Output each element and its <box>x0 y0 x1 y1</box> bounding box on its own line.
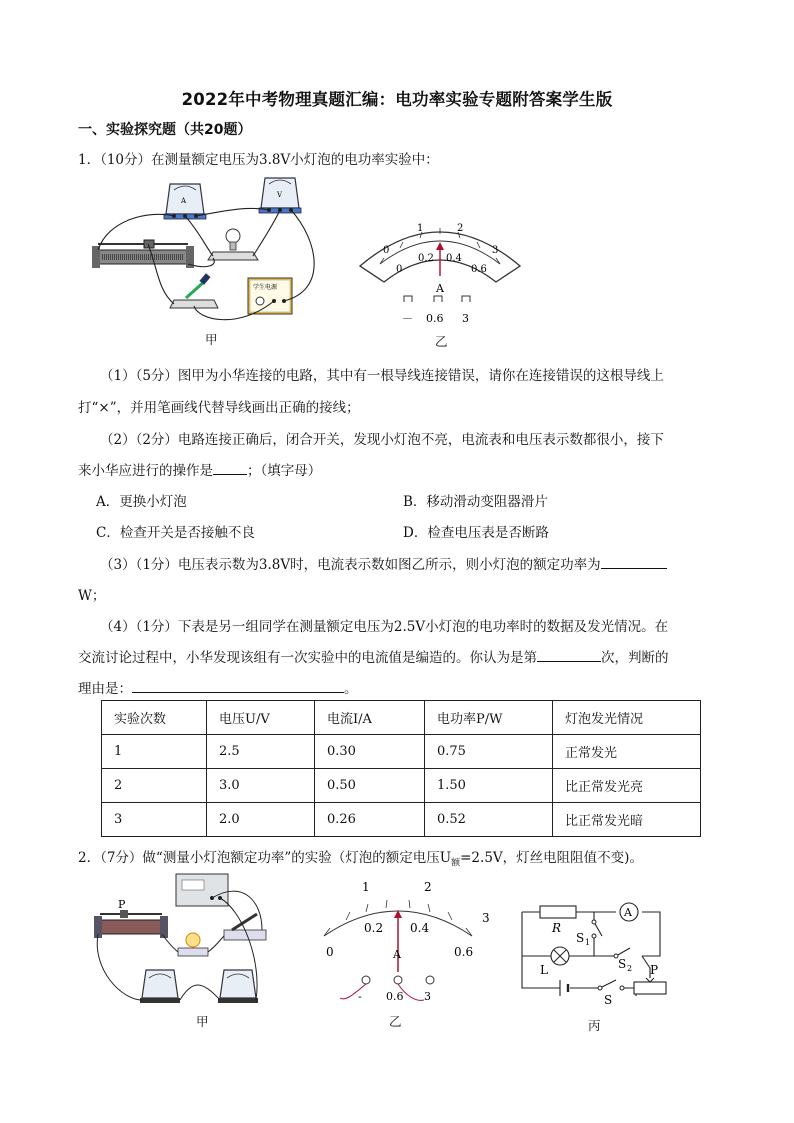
table-cell: 3.0 <box>207 769 315 803</box>
table-cell: 3 <box>102 803 207 837</box>
table-cell: 比正常发光暗 <box>553 803 701 837</box>
table-cell: 0.50 <box>315 769 425 803</box>
q2-caption-yi: 乙 <box>389 1014 402 1029</box>
q2-dial-bot-3: 0.6 <box>454 945 474 959</box>
ammeter-icon <box>164 184 206 219</box>
table-row <box>102 803 701 837</box>
switch-s <box>600 980 616 988</box>
q1-part4-line1: （4）（1分）下表是另一组同学在测量额定电压为2.5V小灯泡的电功率时的数据及发光情况。在 <box>100 619 669 635</box>
q2-dial-unit: A <box>393 948 401 961</box>
q1-part2-line1: （2）（2分）电路连接正确后，闭合开关，发现小灯泡不亮，电流表和电压表示数都很小，接下 <box>100 432 664 448</box>
power-supply-icon <box>248 278 292 314</box>
q1-option-b: B．移动滑动变阻器滑片 <box>403 494 548 510</box>
answer-blank <box>537 647 601 662</box>
rheostat-icon <box>92 240 194 268</box>
q2-figure-jia <box>92 870 292 1010</box>
rheostat-icon <box>94 910 168 938</box>
table-header-cell: 实验次数 <box>102 701 207 735</box>
table-cell: 2 <box>102 769 207 803</box>
power-supply-icon <box>176 874 228 906</box>
q1-dial-top-1: 1 <box>417 223 424 234</box>
svg-text:2: 2 <box>627 964 633 973</box>
q2-terminal-neg: - <box>358 990 362 1003</box>
svg-text:A: A <box>181 197 187 205</box>
resistor-r <box>540 906 576 918</box>
q1-data-table <box>101 700 701 837</box>
table-header-cell: 灯泡发光情况 <box>553 701 701 735</box>
q1-option-a: A．更换小灯泡 <box>96 494 187 510</box>
q2-dial-top-1: 1 <box>362 880 370 894</box>
svg-text:A: A <box>624 906 632 919</box>
answer-blank <box>601 554 667 569</box>
q2-rheostat-label: P <box>118 898 126 911</box>
q2-terminal-06: 0.6 <box>386 990 404 1003</box>
q2-terminal-3: 3 <box>424 990 431 1003</box>
q2-stem: 2．（7分）做“测量小灯泡额定功率”的实验（灯泡的额定电压$U_额=2.5V$，灯丝电阻阻值不变)。 <box>78 850 643 869</box>
table-header-row <box>102 701 701 735</box>
voltmeter-icon <box>259 178 301 213</box>
table-header-cell: 电压U/V <box>207 701 315 735</box>
svg-text:V: V <box>277 191 283 199</box>
page-title: 2022年中考物理真题汇编：电功率实验专题附答案学生版 <box>181 90 613 109</box>
svg-text:R: R <box>552 921 562 935</box>
table-cell: 正常发光 <box>553 735 701 769</box>
q1-dial-unit: A <box>436 282 444 295</box>
table-header-cell: 电流I/A <box>315 701 425 735</box>
q1-part2-line2: 来小华应进行的操作是 ；（填字母） <box>78 459 321 479</box>
svg-text:S: S <box>604 993 613 1007</box>
svg-text:1: 1 <box>585 938 591 947</box>
q1-caption-jia: 甲 <box>205 332 218 347</box>
q1-figure-yi <box>356 210 526 330</box>
q1-dial-top-2: 2 <box>457 223 464 234</box>
table-row <box>102 735 701 769</box>
table-cell: 2.5 <box>207 735 315 769</box>
svg-text:L: L <box>540 963 548 977</box>
table-cell: 0.52 <box>425 803 553 837</box>
table-cell: 2.0 <box>207 803 315 837</box>
q1-dial-top-0: 0 <box>383 245 390 256</box>
q2-dial-top-2: 2 <box>424 880 432 894</box>
table-row <box>102 769 701 803</box>
ammeter-icon <box>218 970 258 1003</box>
q1-part4-line2: 交流讨论过程中，小华发现该组有一次实验中的电流值是编造的。你认为是第 次，判断的 <box>78 646 669 666</box>
q1-option-d: D．检查电压表是否断路 <box>403 525 549 541</box>
q1-dial-bot-3: 0.6 <box>471 264 487 275</box>
q1-terminal-3: 3 <box>462 312 469 325</box>
svg-text:S: S <box>576 931 585 945</box>
switch-icon <box>170 273 218 308</box>
svg-text:S: S <box>618 957 627 971</box>
q1-terminal-06: 0.6 <box>426 312 444 325</box>
q1-dial-top-3: 3 <box>492 245 499 256</box>
answer-blank <box>213 460 247 475</box>
switch-icon <box>224 914 266 940</box>
table-cell: 0.30 <box>315 735 425 769</box>
svg-text:P: P <box>650 963 659 977</box>
q1-dial-bot-2: 0.4 <box>446 253 462 264</box>
table-cell: 0.26 <box>315 803 425 837</box>
q1-figure-jia <box>88 170 328 330</box>
q1-part3-line1: （3）（1分）电压表示数为3.8V时，电流表示数如图乙所示，则小灯泡的额定功率为 <box>100 553 667 573</box>
q1-part1-line1: （1）（5分）图甲为小华连接的电路，其中有一根导线连接错误，请你在连接错误的这根导线上 <box>100 368 664 384</box>
table-cell: 0.75 <box>425 735 553 769</box>
q2-dial-bot-0: 0 <box>326 945 334 959</box>
q1-option-c: C．检查开关是否接触不良 <box>96 525 255 541</box>
q2-dial-bot-1: 0.2 <box>364 921 384 935</box>
q2-caption-bing: 丙 <box>588 1018 601 1033</box>
lamp-icon <box>208 229 258 260</box>
q2-figure-yi <box>306 872 496 1007</box>
q1-part3-line2: W； <box>78 588 106 604</box>
table-cell: 1.50 <box>425 769 553 803</box>
q2-dial-bot-2: 0.4 <box>410 921 430 935</box>
q1-caption-yi: 乙 <box>435 334 448 349</box>
table-header-cell: 电功率P/W <box>425 701 553 735</box>
rheostat-symbol <box>634 982 666 994</box>
q1-dial-bot-0: 0 <box>396 264 403 275</box>
q2-caption-jia: 甲 <box>196 1014 209 1029</box>
table-cell: 1 <box>102 735 207 769</box>
lamp-icon <box>178 933 208 956</box>
svg-text:学生电源: 学生电源 <box>253 284 278 291</box>
q2-dial-top-3: 3 <box>482 911 490 925</box>
q1-stem: 1．（10分）在测量额定电压为3.8V小灯泡的电功率实验中： <box>78 152 439 168</box>
q1-terminal-neg: － <box>402 312 413 325</box>
q1-part1-line2: 打“×”，并用笔画线代替导线画出正确的接线； <box>78 400 360 416</box>
q1-part4-line3: 理由是： 。 <box>78 677 358 697</box>
voltmeter-icon <box>140 970 180 1003</box>
q2-figure-bing <box>512 896 672 1008</box>
section-heading: 一、实验探究题（共20题） <box>78 122 252 138</box>
answer-blank <box>132 678 344 693</box>
q1-dial-bot-1: 0.2 <box>418 253 434 264</box>
table-cell: 比正常发光亮 <box>553 769 701 803</box>
